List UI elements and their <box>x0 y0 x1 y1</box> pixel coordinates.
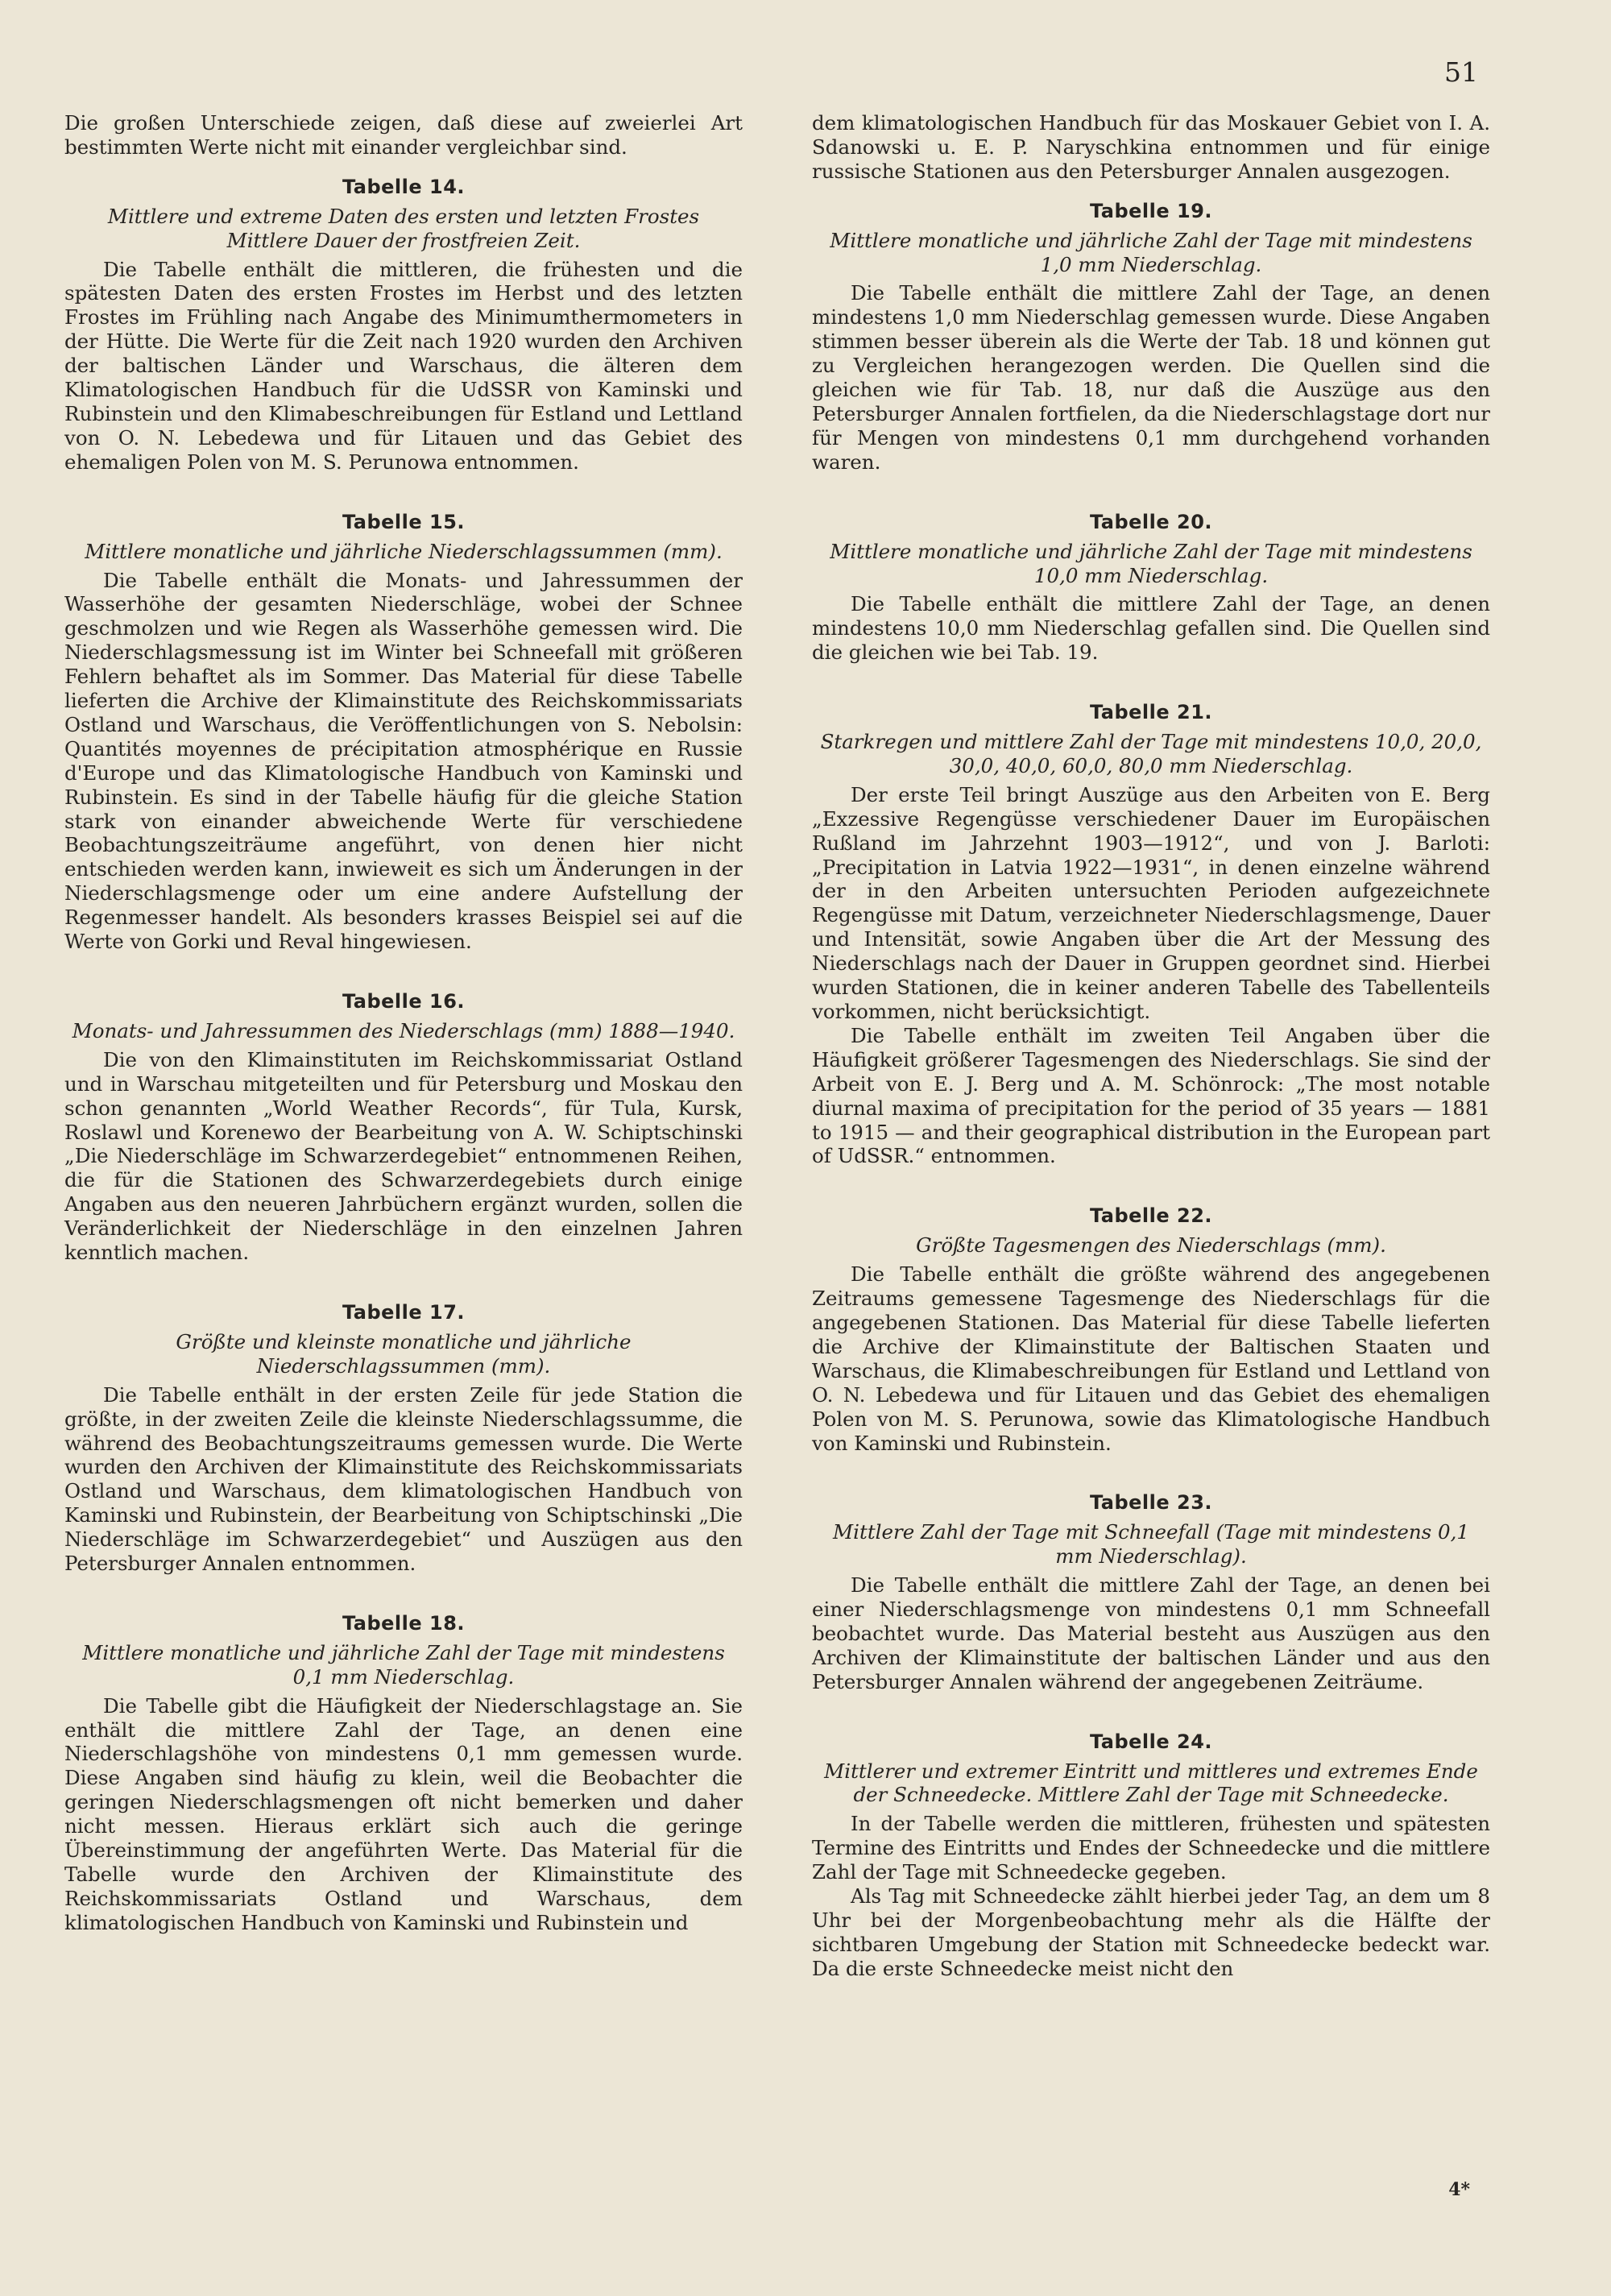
section-caption: Monats- und Jahressummen des Niederschlags (mm) 1888—1940. <box>72 1018 735 1042</box>
section-caption: Mittlere monatliche und jährliche Zahl der Tage mit mindestens 0,1 mm Niederschlag. <box>82 1640 725 1689</box>
page-number: 51 <box>1444 56 1478 88</box>
section-caption: Mittlere monatliche und jährliche Zahl der Tage mit mindestens 10,0 mm Niederschlag. <box>830 539 1472 587</box>
continuation-paragraph: dem klimatologischen Handbuch für das Moskauer Gebiet von I. A. Sdanowski u. E. P. Naryschkina entnommen und für einige russische Stationen aus den Petersburger Annalen ausgezogen. <box>812 111 1490 183</box>
left-column <box>64 111 743 1935</box>
table-section <box>64 990 743 1265</box>
section-heading: Tabelle 23. <box>1089 1491 1213 1515</box>
section-paragraph: Als Tag mit Schneedecke zählt hierbei jeder Tag, an dem um 8 Uhr bei der Morgenbeobachtung mehr als die Hälfte der sichtbaren Umgebung der Station mit Schneedecke bedeckt war. Da die erste Schneedecke meist nicht den <box>812 1884 1490 1980</box>
section-paragraph: Die Tabelle enthält die mittlere Zahl der Tage, an denen mindestens 10,0 mm Niederschlag gefallen sind. Die Quellen sind die gleichen wie bei Tab. 19. <box>812 592 1490 665</box>
section-paragraph: Die Tabelle enthält die Monats- und Jahressummen der Wasserhöhe der gesamten Niederschläge, wobei der Schnee geschmolzen und wie Regen als Wasserhöhe gemessen wird. Die Niederschlagsmessung ist im Winter bei Schneefall mit größeren Fehlern behaftet als im Sommer. Das Material für diese Tabelle lieferten die Archive der Klimainstitute des Reichskommissariats Ostland und Warschaus, die Veröffentlichungen von S. Nebolsin: Quantités moyennes de précipitation atmosphérique en Russie d'Europe und das Klimatologische Handbuch von Kaminski und Rubinstein. Es sind in der Tabelle häufig für die gleiche Station stark von einander abweichende Werte für verschiedene Beobachtungszeiträume angeführt, von denen hier nicht entschieden werden kann, inwieweit es sich um Änderungen in der Niederschlagsmenge oder um eine andere Aufstellung der Regenmesser handelt. Als besonders krasses Beispiel sei auf die Werte von Gorki und Reval hingewiesen. <box>64 568 743 954</box>
table-section <box>812 511 1490 665</box>
section-heading: Tabelle 16. <box>342 990 466 1013</box>
signature-mark: 4* <box>1448 2179 1470 2200</box>
table-section <box>812 1204 1490 1455</box>
section-heading: Tabelle 22. <box>1089 1204 1213 1228</box>
section-paragraph: Die Tabelle enthält die mittleren, die frühesten und die spätesten Daten des ersten Frostes im Herbst und des letzten Frostes im Frühling nach Angabe des Minimumthermometers in der Hütte. Die Werte für die Zeit nach 1920 wurden den Archiven der baltischen Länder und Warschaus, die älteren dem Klimatologischen Handbuch für die UdSSR von Kaminski und Rubinstein und den Klimabeschreibungen für Estland und Lettland von O. N. Lebedewa und für Litauen und das Gebiet des ehemaligen Polen von M. S. Perunowa entnommen. <box>64 257 743 474</box>
table-section <box>64 1301 743 1576</box>
section-caption: Mittlere und extreme Daten des ersten und letzten Frostes Mittlere Dauer der frostfreien Zeit. <box>107 204 700 252</box>
section-paragraph: Die Tabelle enthält in der ersten Zeile für jede Station die größte, in der zweiten Zeile die kleinste Niederschlagssumme, die während des Beobachtungszeitraums gemessen wurde. Die Werte wurden den Archiven der Klimainstitute des Reichskommissariats Ostland und Warschaus, dem klimatologischen Handbuch von Kaminski und Rubinstein, der Bearbeitung von Schiptschinski „Die Niederschläge im Schwarzerdegebiet“ und Auszügen aus den Petersburger Annalen entnommen. <box>64 1382 743 1576</box>
section-heading: Tabelle 21. <box>1089 701 1213 724</box>
intro-paragraph: Die großen Unterschiede zeigen, daß diese auf zweierlei Art bestimmten Werte nicht mit einander vergleichbar sind. <box>64 111 743 159</box>
section-heading: Tabelle 20. <box>1089 510 1213 533</box>
section-paragraph: Die Tabelle enthält die mittlere Zahl der Tage, an denen bei einer Niederschlagsmenge von mindestens 0,1 mm Schneefall beobachtet wurde. Das Material besteht aus Auszügen aus den Archiven der Klimainstitute der baltischen Länder und aus den Petersburger Annalen während der angegebenen Zeiträume. <box>812 1573 1490 1693</box>
right-column <box>812 111 1490 1981</box>
table-section <box>812 1730 1490 1981</box>
table-section <box>64 176 743 475</box>
section-paragraph: Die Tabelle gibt die Häufigkeit der Niederschlagstage an. Sie enthält die mittlere Zahl der Tage, an denen eine Niederschlagshöhe von mindestens 0,1 mm gemessen wurde. Diese Angaben sind häufig zu klein, weil die Beobachter die geringen Niederschlagsmengen oft nicht bemerken und daher nicht messen. Hieraus erklärt sich auch die geringe Übereinstimmung der angeführten Werte. Das Material für die Tabelle wurde den Archiven der Klimainstitute des Reichskommissariats Ostland und Warschaus, dem klimatologischen Handbuch von Kaminski und Rubinstein und <box>64 1693 743 1934</box>
section-paragraph: Die Tabelle enthält im zweiten Teil Angaben über die Häufigkeit größerer Tagesmengen des Niederschlags. Sie sind der Arbeit von E. J. Berg und A. M. Schönrock: „The most notable diurnal maxima of precipitation for the period of 35 years — 1881 to 1915 — and their geographical distribution in the European part of UdSSR.“ entnommen. <box>812 1023 1490 1168</box>
table-section <box>812 701 1490 1168</box>
section-caption: Größte Tagesmengen des Niederschlags (mm). <box>916 1233 1386 1258</box>
section-paragraph: Die Tabelle enthält die mittlere Zahl der Tage, an denen mindestens 1,0 mm Niederschlag gemessen wurde. Diese Angaben stimmen besser überein als die Werte der Tab. 18 und können gut zu Vergleichen herangezogen werden. Die Quellen sind die gleichen wie für Tab. 18, nur daß die Auszüge aus den Petersburger Annalen fortfielen, da die Niederschlagstage dort nur für Mengen von mindestens 0,1 mm durchgehend vorhanden waren. <box>812 281 1490 474</box>
section-paragraph: In der Tabelle werden die mittleren, frühesten und spätesten Termine des Eintritts und Endes der Schneedecke und die mittlere Zahl der Tage mit Schneedecke gegeben. <box>812 1812 1490 1884</box>
section-heading: Tabelle 19. <box>1089 199 1213 222</box>
table-section <box>64 511 743 954</box>
section-heading: Tabelle 17. <box>342 1300 466 1324</box>
table-section <box>812 1491 1490 1693</box>
section-paragraph: Die Tabelle enthält die größte während des angegebenen Zeitraums gemessene Tagesmenge des Niederschlags für die angegebenen Stationen. Das Material für diese Tabelle lieferten die Archive der Klimainstitute der Baltischen Staaten und Warschaus, die Klimabeschreibungen für Estland und Lettland von O. N. Lebedewa und für Litauen und das Gebiet des ehemaligen Polen von M. S. Perunowa, sowie das Klimatologische Handbuch von Kaminski und Rubinstein. <box>812 1262 1490 1455</box>
section-paragraph: Die von den Klimainstituten im Reichskommissariat Ostland und in Warschau mitgeteilten und für Petersburg und Moskau den schon genannten „World Weather Records“, für Tula, Kursk, Roslawl und Korenewo der Bearbeitung von A. W. Schiptschinski „Die Niederschläge im Schwarzerdegebiet“ entnommenen Reihen, die für die Stationen des Schwarzerdegebiets durch einige Angaben aus den neueren Jahrbüchern ergänzt wurden, sollen die Veränderlichkeit der Niederschläge in den einzelnen Jahren kenntlich machen. <box>64 1047 743 1265</box>
section-caption: Starkregen und mittlere Zahl der Tage mit mindestens 10,0, 20,0, 30,0, 40,0, 60,0, 80,0 mm Niederschlag. <box>820 730 1482 777</box>
section-caption: Mittlerer und extremer Eintritt und mittleres und extremes Ende der Schneedecke. Mittlere Zahl der Tage mit Schneedecke. <box>824 1759 1478 1807</box>
section-caption: Mittlere monatliche und jährliche Niederschlagssummen (mm). <box>85 539 723 563</box>
section-caption: Mittlere Zahl der Tage mit Schneefall (Tage mit mindestens 0,1 mm Niederschlag). <box>833 1520 1469 1569</box>
section-heading: Tabelle 18. <box>342 1611 466 1635</box>
table-section <box>812 200 1490 475</box>
section-heading: Tabelle 15. <box>342 510 466 533</box>
section-paragraph: Der erste Teil bringt Auszüge aus den Arbeiten von E. Berg „Exzessive Regengüsse verschiedener Dauer im Europäischen Rußland im Jahrzehnt 1903—1912“, und von J. Barloti: „Precipitation in Latvia 1922—1931“, in denen einzelne während der in den Arbeiten untersuchten Perioden aufgezeichnete Regengüsse mit Datum, verzeichneter Niederschlagsmenge, Dauer und Intensität, sowie Angaben über die Art der Messung des Niederschlags nach der Dauer in Gruppen geordnet sind. Hierbei wurden Stationen, die in keiner anderen Tabelle des Tabellenteils vorkommen, nicht berücksichtigt. <box>812 782 1490 1023</box>
section-caption: Größte und kleinste monatliche und jährliche Niederschlagssummen (mm). <box>176 1329 632 1378</box>
table-section <box>64 1612 743 1935</box>
section-caption: Mittlere monatliche und jährliche Zahl der Tage mit mindestens 1,0 mm Niederschlag. <box>830 228 1472 276</box>
section-heading: Tabelle 24. <box>1089 1730 1213 1753</box>
section-heading: Tabelle 14. <box>342 175 466 198</box>
